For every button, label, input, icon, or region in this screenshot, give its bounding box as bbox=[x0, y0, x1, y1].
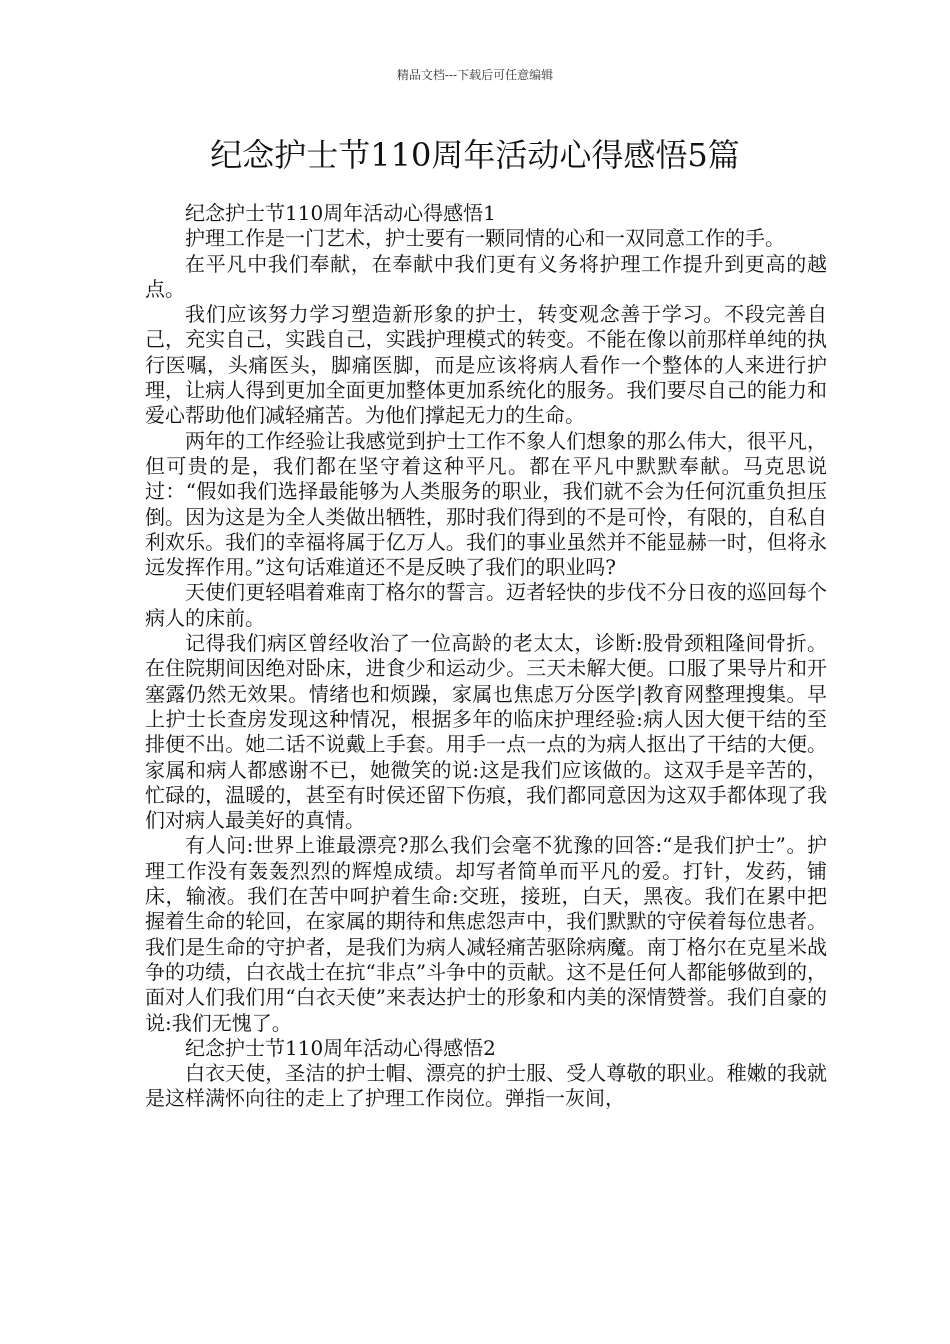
document-title: 纪念护士节110周年活动心得感悟5篇 bbox=[210, 136, 740, 174]
page-header: 精品文档---下载后可任意编辑 bbox=[396, 68, 554, 82]
paragraph: 在平凡中我们奉献，在奉献中我们更有义务将护理工作提升到更高的越点。 bbox=[145, 251, 827, 301]
paragraph: 天使们更轻唱着难南丁格尔的誓言。迈者轻快的步伐不分日夜的巡回每个病人的床前。 bbox=[145, 580, 827, 630]
paragraph: 护理工作是一门艺术，护士要有一颗同情的心和一双同意工作的手。 bbox=[185, 226, 785, 251]
paragraph: 记得我们病区曾经收治了一位高龄的老太太，诊断:股骨颈粗隆间骨折。在住院期间因绝对卧床，进食少和运动少。三天未解大便。口服了果导片和开塞露仍然无效果。情绪也和烦躁，家属也焦虑万分医学|教育网整理搜集。早上护士长查房发现这种情况，根据多年的临床护理经验:病人因大便干结的至排便不出。她二话不说戴上手套。用手一点一点的为病人抠出了干结的大便。家属和病人都感谢不已，她微笑的说:这是我们应该做的。这双手是辛苦的，忙碌的，温暖的，甚至有时侯还留下伤痕，我们都同意因为这双手都体现了我们对病人最美好的真情。 bbox=[145, 631, 827, 833]
section-heading-1: 纪念护士节110周年活动心得感悟1 bbox=[185, 201, 496, 225]
paragraph: 有人问:世界上谁最漂亮?那么我们会毫不犹豫的回答:“是我们护士”。护理工作没有轰轰烈烈的辉煌成绩。却写者简单而平凡的爱。打针，发药，铺床，输液。我们在苦中呵护着生命:交班，接班，白天，黑夜。我们在累中把握着生命的轮回，在家属的期待和焦虑怨声中，我们默默的守侯着每位患者。我们是生命的守护者，是我们为病人减轻痛苦驱除病魔。南丁格尔在克星米战争的功绩，白衣战士在抗“非点”斗争中的贡献。这不是任何人都能够做到的，面对人们我们用“白衣天使”来表达护士的形象和内美的深情赞誉。我们自豪的说:我们无愧了。 bbox=[145, 833, 827, 1035]
paragraph: 我们应该努力学习塑造新形象的护士，转变观念善于学习。不段完善自己，充实自己，实践自己，实践护理模式的转变。不能在像以前那样单纯的执行医嘱，头痛医头，脚痛医脚，而是应该将病人看作一个整体的人来进行护理，让病人得到更加全面更加整体更加系统化的服务。我们要尽自己的能力和爱心帮助他们减轻痛苦。为他们撑起无力的生命。 bbox=[145, 302, 827, 428]
document-body bbox=[145, 201, 827, 1112]
paragraph: 两年的工作经验让我感觉到护士工作不象人们想象的那么伟大，很平凡，但可贵的是，我们都在坚守着这种平凡。都在平凡中默默奉献。马克思说过：“假如我们选择最能够为人类服务的职业，我们就不会为任何沉重负担压倒。因为这是为全人类做出牺牲，那时我们得到的不是可怜，有限的，自私自利欢乐。我们的幸福将属于亿万人。我们的事业虽然并不能显赫一时，但将永远发挥作用。”这句话难道还不是反映了我们的职业吗? bbox=[145, 428, 827, 580]
paragraph: 白衣天使，圣洁的护士帽、漂亮的护士服、受人尊敬的职业。稚嫩的我就是这样满怀向往的走上了护理工作岗位。弹指一灰间， bbox=[145, 1061, 827, 1111]
section-heading-2: 纪念护士节110周年活动心得感悟2 bbox=[185, 1035, 496, 1060]
